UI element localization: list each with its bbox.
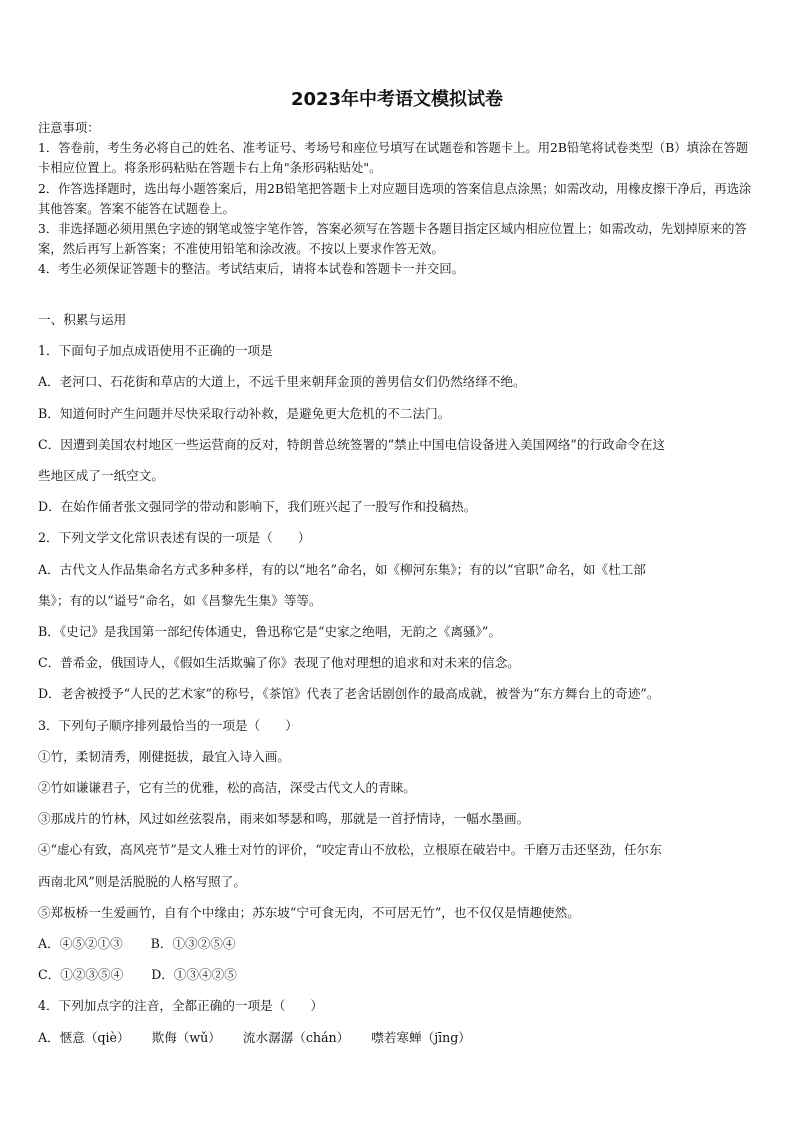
question-3-sentence-2: ②竹如谦谦君子，它有兰的优雅，松的高洁，深受古代文人的青睐。 [38, 780, 416, 796]
notice-block [38, 118, 760, 280]
question-4-option-a-word-4: 噤若寒蝉（jīng） [371, 1029, 471, 1045]
question-4-option-a [38, 1022, 760, 1053]
question-2-option-b: B．《史记》是我国第一部纪传体通史，鲁迅称它是“史家之绝唱，无韵之《离骚》”。 [38, 624, 501, 640]
question-4-option-a-word-3: 流水潺潺（chán） [242, 1029, 350, 1045]
questions-body [38, 304, 760, 1053]
question-3-option-d: D．①③④②⑤ [151, 967, 237, 983]
question-3-option-b: B．①③②⑤④ [150, 936, 236, 952]
notice-item-1: 1．答卷前，考生务必将自己的姓名、准考证号、考场号和座位号填写在试题卷和答题卡上。用2B铅笔将试卷类型（B）填涂在答题卡相应位置上。将条形码粘贴在答题卡右上角"条形码粘贴处"。 [38, 141, 749, 176]
question-3-sentence-5: ⑤郑板桥一生爱画竹，自有个中缘由；苏东坡“宁可食无肉，不可居无竹”，也不仅仅是情趣使然。 [38, 904, 580, 920]
notice-item-4: 4．考生必须保证答题卡的整洁。考试结束后，请将本试卷和答题卡一并交回。 [38, 262, 464, 277]
section-heading: 一、积累与运用 [38, 312, 127, 327]
question-3-sentence-3: ③那成片的竹林，风过如丝弦裂帛，雨来如琴瑟和鸣，那就是一首抒情诗，一幅水墨画。 [38, 811, 530, 827]
question-2-option-d: D．老舍被授予“人民的艺术家”的称号，《茶馆》代表了老舍话剧创作的最高成就，被誉为“东方舞台上的奇迹”。 [38, 686, 660, 702]
question-3-sentence-4-cont: 西南北风”则是活脱脱的人格写照了。 [38, 873, 246, 889]
notice-item-2: 2．作答选择题时，选出每小题答案后，用2B铅笔把答题卡上对应题目选项的答案信息点涂黑；如需改动，用橡皮擦干净后，再选涂其他答案。答案不能答在试题卷上。 [38, 181, 752, 216]
page-title: 2023年中考语文模拟试卷 [290, 89, 504, 110]
question-1-option-b: B．知道何时产生问题并尽快采取行动补救，是避免更大危机的不二法门。 [38, 405, 451, 421]
question-2-stem: 2．下列文学文化常识表述有误的一项是（ ） [38, 530, 311, 546]
question-3-option-a: A．④⑤②①③ [38, 936, 123, 952]
question-4-option-a-word-2: 欺侮（wǔ） [151, 1029, 221, 1045]
question-3-sentence-1: ①竹，柔韧清秀，刚健挺拔，最宜入诗入画。 [38, 748, 290, 764]
question-4-option-a-word-1: A．惬意（qiè） [38, 1029, 130, 1045]
question-2-option-c: C．普希金，俄国诗人，《假如生活欺骗了你》表现了他对理想的追求和对未来的信念。 [38, 655, 520, 671]
question-2-option-a-cont: 集》；有的以“谥号”命名，如《昌黎先生集》等等。 [38, 592, 322, 608]
question-3-stem: 3．下列句子顺序排列最恰当的一项是（ ） [38, 717, 298, 733]
question-1-option-c-cont: 些地区成了一纸空文。 [38, 468, 164, 484]
question-1-stem: 1．下面句子加点成语使用不正确的一项是 [38, 343, 273, 359]
question-1-option-c: C．因遭到美国农村地区一些运营商的反对，特朗普总统签署的“禁止中国电信设备进入美国网络”的行政命令在这 [38, 436, 666, 452]
question-4-stem: 4．下列加点字的注音，全都正确的一项是（ ） [38, 998, 324, 1014]
notice-heading: 注意事项： [38, 121, 100, 135]
question-1-option-a: A．老河口、石花街和草店的大道上，不远千里来朝拜金顶的善男信女们仍然络绎不绝。 [38, 374, 526, 390]
question-3-options-ab [38, 928, 760, 959]
question-1-option-d: D．在始作俑者张文强同学的带动和影响下，我们班兴起了一股写作和投稿热。 [38, 499, 477, 515]
question-3-option-c: C．①②③⑤④ [38, 967, 124, 983]
question-3-sentence-4: ④“虚心有致，高风亮节”是文人雅士对竹的评价，“咬定青山不放松，立根原在破岩中。千磨万击还坚劲，任尔东 [38, 842, 662, 858]
notice-item-3: 3．非选择题必须用黑色字迹的钢笔或签字笔作答，答案必须写在答题卡各题目指定区域内相应位置上；如需改动，先划掉原来的答案，然后再写上新答案；不准使用铅笔和涂改液。不按以上要求作答无效。 [38, 222, 747, 257]
question-3-options-cd [38, 959, 760, 990]
question-2-option-a: A．古代文人作品集命名方式多种多样，有的以“地名”命名，如《柳河东集》；有的以“官职”命名，如《杜工部 [38, 561, 646, 577]
